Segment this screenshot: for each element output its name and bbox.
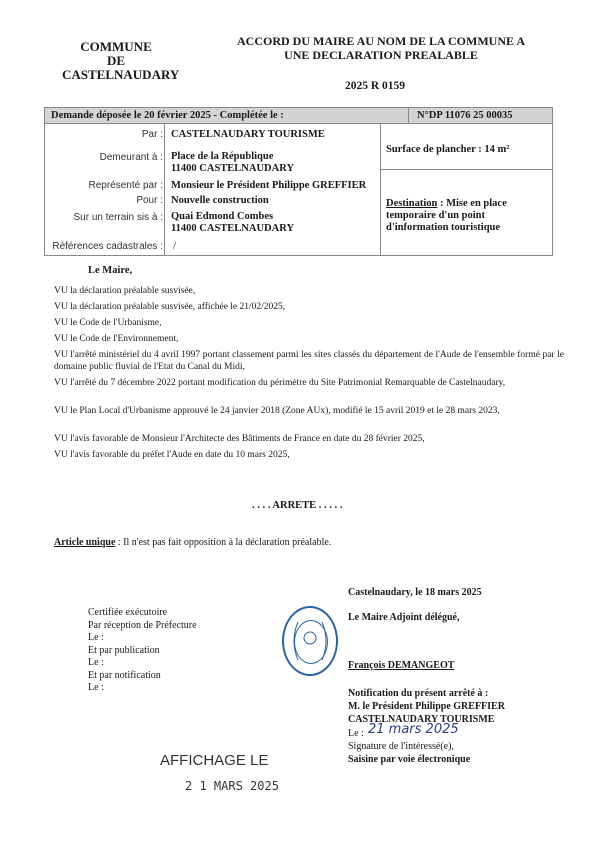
vu-item: VU l'avis favorable de Monsieur l'Architecte des Bâtiments de France en date du 28 février 2025,	[54, 434, 425, 444]
article-label: Article unique	[54, 537, 116, 548]
notification-title: Notification du présent arrêté à :	[348, 688, 489, 699]
signatory-role: Le Maire Adjoint délégué,	[348, 612, 460, 623]
signatory-name: François DEMANGEOT	[348, 660, 455, 671]
town-seal-stamp	[282, 606, 338, 676]
divider	[164, 124, 165, 255]
demeurant-line2: 11400 CASTELNAUDARY	[171, 163, 295, 174]
certification-line: Le :	[88, 657, 104, 668]
certification-line: Le :	[88, 632, 104, 643]
le-maire: Le Maire,	[88, 265, 133, 276]
vu-item: VU le Plan Local d'Urbanisme approuvé le 24 janvier 2018 (Zone AUx), modifié le 15 avril 2019 et le 28 mars 2023,	[54, 406, 500, 416]
document-title	[222, 34, 540, 62]
represente-label: Représenté par :	[88, 180, 163, 191]
divider	[380, 169, 553, 170]
par-value: CASTELNAUDARY TOURISME	[171, 129, 325, 140]
vu-item: VU l'arrêté du 7 décembre 2022 portant modification du périmètre du Site Patrimonial Remarquable de Castelnaudary,	[54, 378, 506, 388]
saisine-electronique: Saisine par voie électronique	[348, 754, 471, 765]
request-bar	[44, 107, 553, 124]
commune-line: CASTELNAUDARY	[62, 67, 180, 82]
commune-header	[62, 39, 180, 82]
certification-line: Et par notification	[88, 669, 161, 681]
vu-item: VU l'arrêté ministériel du 4 avril 1997 portant classement parmi les sites classés du département de l'Aude de l'ensemble formé par le domaine public fluvial de l'Etat du Canal du Midi,	[54, 350, 564, 372]
destination-label: Destination	[386, 198, 438, 209]
terrain-line2: 11400 CASTELNAUDARY	[171, 223, 295, 234]
certification-line: Le :	[88, 682, 104, 693]
vu-item: VU la déclaration préalable susvisée, affichée le 21/02/2025,	[54, 302, 286, 312]
notification-date-label: Le :	[348, 728, 364, 739]
document-reference: 2025 R 0159	[345, 80, 406, 92]
vu-item: VU le Code de l'Environnement,	[54, 334, 179, 344]
arrete-heading: . . . . ARRETE . . . . .	[252, 500, 343, 511]
commune-line: DE	[106, 53, 126, 68]
notification-recipient: M. le Président Philippe GREFFIER	[348, 701, 505, 712]
pour-label: Pour :	[136, 195, 163, 206]
request-date: Demande déposée le 20 février 2025 - Complétée le :	[51, 110, 284, 121]
handwritten-date: 21 mars 2025	[368, 722, 459, 737]
affichage-date: 2 1 MARS 2025	[185, 779, 279, 793]
surface-plancher: Surface de plancher : 14 m²	[386, 144, 510, 155]
vu-item: VU la déclaration préalable susvisée,	[54, 286, 196, 296]
cadastre-label: Références cadastrales :	[52, 241, 163, 252]
vu-item: VU le Code de l'Urbanisme,	[54, 318, 162, 328]
cadastre-value: /	[173, 241, 176, 252]
certification-line: Et par publication	[88, 644, 160, 656]
article-text: : Il n'est pas fait opposition à la déclaration préalable.	[115, 537, 332, 548]
certification-block	[88, 607, 197, 695]
notification-organisation: CASTELNAUDARY TOURISME	[348, 714, 495, 725]
place-date: Castelnaudary, le 18 mars 2025	[348, 587, 482, 598]
represente-value: Monsieur le Président Philippe GREFFIER	[171, 180, 367, 191]
demeurant-label: Demeurant à :	[99, 152, 163, 163]
signature-label: Signature de l'intéressé(e),	[348, 741, 454, 752]
terrain-line1: Quai Edmond Combes	[171, 211, 274, 222]
dp-number: N°DP 11076 25 00035	[417, 110, 513, 121]
destination-value: : Mise en place temporaire d'un point d'information touristique	[386, 198, 507, 233]
title-line: ACCORD DU MAIRE AU NOM DE LA COMMUNE A	[237, 34, 525, 48]
article-unique	[54, 537, 331, 548]
affichage-label: AFFICHAGE LE	[160, 752, 269, 769]
vu-item: VU l'avis favorable du préfet l'Aude en date du 10 mars 2025,	[54, 450, 290, 460]
certification-line: Par réception de Préfecture	[88, 619, 197, 631]
demeurant-line1: Place de la République	[171, 151, 274, 162]
commune-line: COMMUNE	[80, 39, 152, 54]
details-table	[44, 124, 553, 256]
title-line: UNE DECLARATION PREALABLE	[284, 48, 478, 62]
destination	[386, 198, 546, 234]
terrain-label: Sur un terrain sis à :	[73, 212, 163, 223]
par-label: Par :	[141, 129, 163, 140]
seal-text-icon	[284, 608, 336, 674]
divider	[408, 108, 409, 123]
certification-line: Certifiée exécutoire	[88, 607, 168, 618]
divider	[380, 124, 381, 255]
pour-value: Nouvelle construction	[171, 195, 269, 206]
